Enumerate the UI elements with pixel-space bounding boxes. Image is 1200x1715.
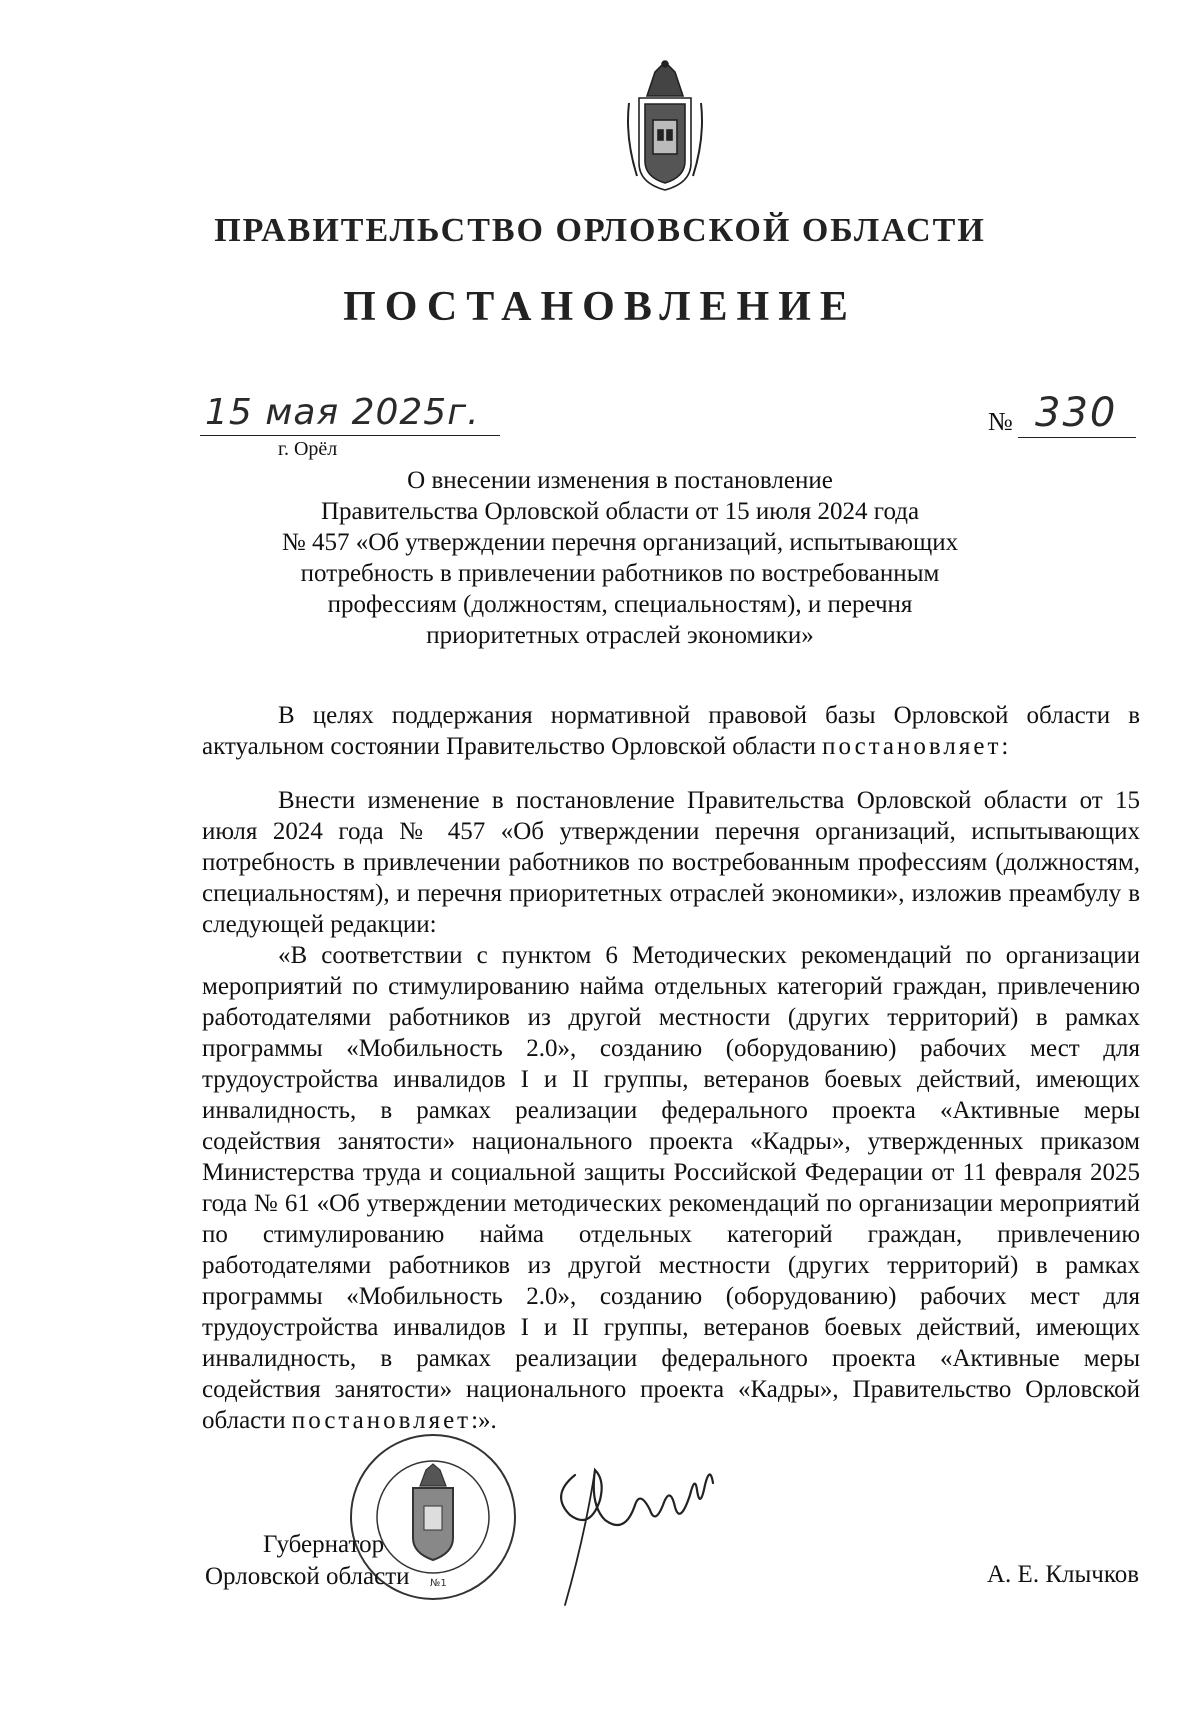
signatory-name: А. Е. Клычков bbox=[987, 1561, 1140, 1588]
subject-line: профессиям (должностям, специальностям), и перечня bbox=[327, 591, 913, 618]
number-underline bbox=[1018, 437, 1136, 438]
preamble-text: В целях поддержания нормативной правовой базы Орловской области в актуальном состоянии Правительство Орловской области bbox=[202, 702, 1140, 760]
spaced-verb: постановляет bbox=[291, 1407, 472, 1434]
subject-line: О внесении изменения в постановление bbox=[407, 467, 833, 494]
preamble-paragraph bbox=[202, 700, 1140, 762]
subject-line: приоритетных отраслей экономики» bbox=[426, 622, 814, 649]
amendment-paragraph: Внести изменение в постановление Правительства Орловской области от 15 июля 2024 года № 457 «Об утверждении перечня организаций, испытывающих потребность в привлечении работников по востребованным профессиям (должностям, специальностям), и перечня приоритетных отраслей экономики», изложив преамбулу в следующей редакции: bbox=[202, 787, 1140, 938]
signatory-title-line: Орловской области bbox=[205, 1563, 410, 1590]
resolution-body bbox=[202, 785, 1140, 1436]
new-preamble-paragraph bbox=[202, 940, 1140, 1436]
coat-of-arms-icon bbox=[625, 58, 705, 193]
subject-line: Правительства Орловской области от 15 июля 2024 года bbox=[320, 498, 920, 525]
city: г. Орёл bbox=[278, 438, 338, 460]
quote-close: :». bbox=[471, 1407, 497, 1434]
subject-line: потребность в привлечении работников по востребованным bbox=[300, 560, 940, 587]
government-title: ПРАВИТЕЛЬСТВО ОРЛОВСКОЙ ОБЛАСТИ bbox=[214, 212, 986, 249]
spaced-verb: постановляет: bbox=[822, 733, 1012, 760]
date-underline bbox=[200, 435, 500, 436]
number-sign: № bbox=[988, 407, 1013, 436]
signatory-title bbox=[205, 1529, 410, 1593]
signatory-title-line: Губернатор bbox=[263, 1531, 385, 1558]
signature-icon bbox=[545, 1445, 720, 1610]
seal-number: №1 bbox=[430, 1578, 447, 1589]
document-subject bbox=[250, 465, 990, 651]
handwritten-date: 15 мая 2025г. bbox=[205, 392, 480, 433]
document-type: ПОСТАНОВЛЕНИЕ bbox=[343, 284, 857, 330]
new-preamble-text: «В соответствии с пунктом 6 Методических рекомендаций по организации мероприятий по стимулированию найма отдельных категорий граждан, привлечению работодателями работников из другой местности (других территорий) в рамках программы «Мобильность 2.0», созданию (оборудованию) рабочих мест для трудоустройства инвалидов I и II группы, ветеранов боевых действий, имеющих инвалидность, в рамках реализации федерального проекта «Активные меры содействия занятости» национального проекта «Кадры», утвержденных приказом Министерства труда и социальной защиты Российской Федерации от 11 февраля 2025 года № 61 «Об утверждении методических рекомендаций по организации мероприятий по стимулированию найма отдельных категорий граждан, привлечению работодателями работников из другой местности (других территорий) в рамках программы «Мобильность 2.0», созданию (оборудованию) рабочих мест для трудоустройства инвалидов I и II группы, ветеранов боевых действий, имеющих инвалидность, в рамках реализации федерального проекта «Активные меры содействия занятости» национального проекта «Кадры», Правительство Орловской области bbox=[202, 942, 1140, 1434]
subject-line: № 457 «Об утверждении перечня организаций, испытывающих bbox=[281, 529, 959, 556]
handwritten-number: 330 bbox=[1035, 390, 1118, 436]
